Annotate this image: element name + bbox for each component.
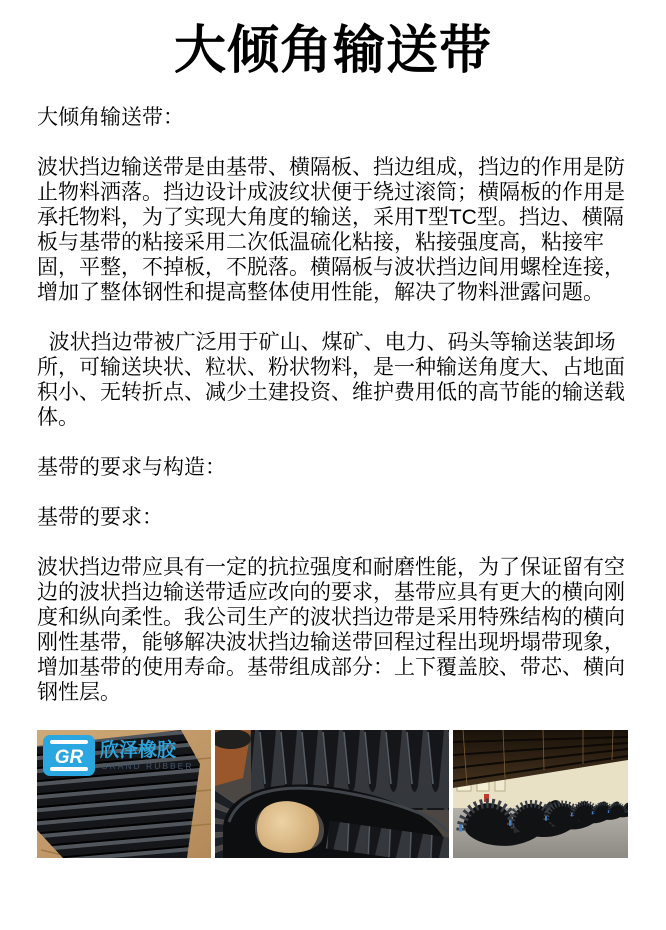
heading-base-belt-requirements: 基带的要求：: [37, 506, 163, 530]
logo-monogram: GR: [54, 747, 84, 769]
intro-label: 大倾角输送带：: [37, 106, 184, 130]
page-title: 大倾角输送带: [173, 22, 492, 80]
paragraph-base-belt-details: 波状挡边带应具有一定的抗拉强度和耐磨性能，为了保证留有空边的波状挡边输送带适应改向的要求，基带应具有更大的横向刚度和纵向柔性。我公司生产的波状挡边带是采用特殊结构的横向刚性基带，能够解决波状挡边输送带回程过程出现坍塌带现象，增加基带的使用寿命。基带组成部分：上下覆盖胶、带芯、横向钢性层。: [37, 556, 625, 705]
article-body: [37, 105, 629, 705]
product-photo-row: [37, 730, 629, 858]
sidewall-closeup-image: [37, 730, 211, 858]
grand-rubber-logo-icon: [43, 735, 95, 776]
heading-base-belt-requirements-structure: 基带的要求与构造：: [37, 456, 226, 480]
product-photo-sidewall-closeup: [37, 730, 211, 858]
warehouse-image: [453, 730, 628, 858]
product-photo-warehouse: [453, 730, 628, 858]
bottom-whitespace: [0, 858, 666, 903]
product-photo-belt-loop: [215, 730, 449, 858]
belt-loop-image: [215, 730, 449, 858]
brand-name-cn: 欣泽橡胶: [100, 740, 177, 762]
paragraph-applications: 波状挡边带被广泛用于矿山、煤矿、电力、码头等输送装卸场所，可输送块状、粒状、粉状物料，是一种输送角度大、占地面积小、无转折点、减少土建投资、维护费用低的高节能的输送载体。: [37, 331, 625, 430]
paragraph-composition: 波状挡边输送带是由基带、横隔板、挡边组成，挡边的作用是防止物料洒落。挡边设计成波纹状便于绕过滚筒；横隔板的作用是承托物料，为了实现大角度的输送，采用T型TC型。挡边、横隔板与基带的粘接采用二次低温硫化粘接，粘接强度高，粘接牢固，平整，不掉板，不脱落。横隔板与波状挡边间用螺栓连接，增加了整体钢性和提高整体使用性能，解决了物料泄露问题。: [37, 156, 625, 305]
brand-name-en: GRAND RUBBER: [101, 761, 194, 772]
